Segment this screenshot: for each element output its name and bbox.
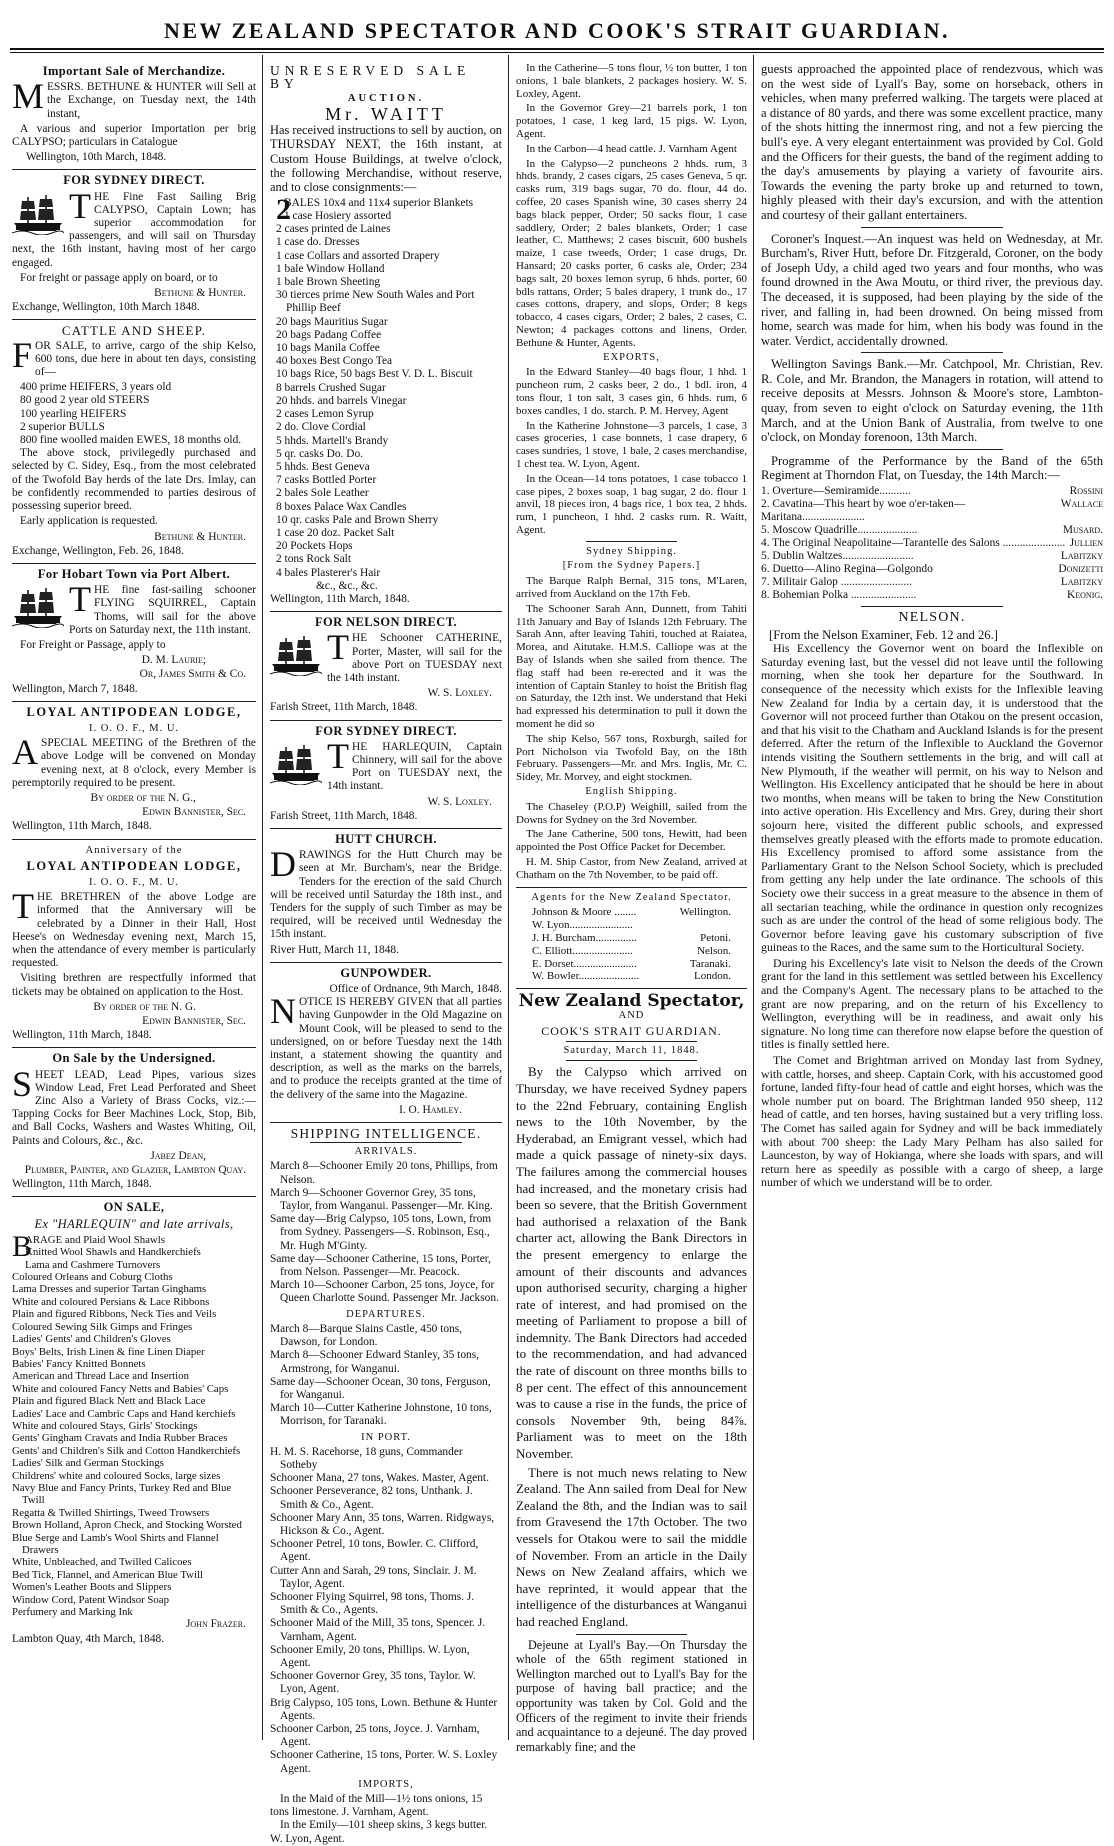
list-item: In the Governor Grey—21 barrels pork, 1 ton potatoes, 1 case, 1 keg lard, 15 pigs. W. Lyon, Agent. [516,102,747,140]
column-2 [270,62,502,1846]
newspaper-title: NEW ZEALAND SPECTATOR AND COOK'S STRAIT GUARDIAN. [163,18,951,43]
separator [516,887,747,888]
ad-onsale-sub: Ex "HARLEQUIN" and late arrivals, [34,1216,234,1231]
separator [586,541,677,542]
sydney-shipping-p1: The Barque Ralph Bernal, 315 tons, M'Laren, arrived from Auckland on the 17th Feb. [516,575,747,601]
list-item: In the Ocean—14 tons potatoes, 1 case tobacco 1 case pipes, 2 boxes soap, 1 bag sugar, 2 do. flour 1 anvil, 18 pieces iron, 4 bags rice, 1 box tea, 2 hhds. rum, 1 puncheon, 1 hhd. 2 casks rum. R. Waitt, Agent. [516,472,747,536]
list-item: Gents' Gingham Cravats and India Rubber Braces [12,1432,228,1445]
list-item: 5 qr. casks Do. Do. [276,447,364,460]
ad-cattle-sign: Bethune & Hunter. [154,530,246,543]
list-item: Bed Tick, Flannel, and American Blue Twill [12,1568,203,1581]
list-item: 40 boxes Best Congo Tea [276,355,393,368]
auction-list [270,192,502,593]
ad-merchandize-body2: A various and superior Importation per brig CALYPSO; particulars in Catalogue [12,122,256,149]
list-item: Same day—Schooner Ocean, 30 tons, Ferguson, for Wanganui. [270,1375,491,1401]
composer: Wallace [1060,498,1103,511]
separator [12,839,256,840]
ad-hobart-body: THE fine fast-sailing schooner FLYING SQUIRREL, Captain Thoms, will sail for the above Ports on Saturday next, the 11th instant. [12,584,256,637]
list-item: 2 do. Clove Cordial [276,421,366,434]
list-item: Babies' Fancy Knitted Bonnets [12,1357,146,1370]
separator [861,227,1003,228]
cattle-list [12,381,256,447]
list-item: 1 case 20 doz. Packet Salt [276,526,395,539]
table-row [532,970,731,983]
piece: 5. Dublin Waltzes......................... [761,550,914,563]
list-item: Women's Leather Boots and Slippers [12,1581,172,1594]
article-coroner: Coroner's Inquest.—An inquest was held on Wednesday, at Mr. Burcham's, River Hutt, before Dr. Fitzgerald, Coroner, on the body of Joseph Udy, a child aged two years and four months, who was found drowned in the Awa Moutu, or third river, the previous day. The deceased, it is supposed, had been playing by the side of the river, and falling in, had been drowned. On being missed from home, search was made for him, when his body was found in the water. Verdict, accidentally drowned. [761,231,1103,348]
ad-merchandize-date: Wellington, 10th March, 1848. [26,151,167,164]
arrivals-list [270,1160,502,1305]
composer: Musard. [1062,524,1103,537]
separator [566,1060,697,1061]
list-item: March 10—Cutter Katherine Johnstone, 10 tons, Morrison, for Taranaki. [270,1402,492,1428]
ad-lead-date: Wellington, 11th March, 1848. [12,1178,152,1191]
table-row [761,550,1103,563]
top-rule-thin [10,52,1104,53]
sydney-shipping-p2: The Schooner Sarah Ann, Dunnett, from Tahiti 11th January and Bay of Islands 12th February. The Sarah Ann, after leaving Tahiti, touched at Raiatea, Morea, and Aitutake. H.M.S. Calliope was at the Bay of Islands when she sailed from thence. The flag staff had been re-erected and it was the intention of Captain Stanley to hoist the British flag on Saturday, the 12th inst. We understand that Heki had expressed his determination to pull it down the moment he did so [516,602,747,731]
ad-lodge-sub: I. O. O. F., M. U. [88,722,180,734]
list-item: Blue Serge and Lamb's Wool Shirts and Flannel Drawers [12,1531,219,1556]
composer: Labitzky [1060,576,1103,589]
shipping-heading: SHIPPING INTELLIGENCE. [290,1126,482,1142]
separator [12,1196,256,1197]
list-item: In the Emily—101 sheep skins, 3 kegs butter. W. Lyon, Agent. [270,1819,488,1845]
ad-gunpowder-office: Office of Ordnance, 9th March, 1848. [329,983,502,996]
imports-cont-list [516,62,747,350]
ad-hutt-date: River Hutt, March 11, 1848. [270,943,399,956]
separator [270,1122,502,1123]
ad-merchandize-heading: Important Sale of Merchandize. [42,64,226,78]
composer: Labitzky [1060,550,1103,563]
piece: 5. Moscow Quadrille..................... [761,524,918,537]
ad-anniv-sub: I. O. O. F., M. U. [88,876,180,888]
table-row [532,906,731,919]
ad-anniv-body: THE BRETHREN of the above Lodge are informed that the Anniversary will be celebrated by a Dinner in their Hall, Host Heese's on Wednesday evening next, March 15, when the attendance of every member is particularly requested. [12,886,256,970]
ad-lead-heading: On Sale by the Undersigned. [52,1051,216,1066]
list-item: 8 barrels Crushed Sugar [276,381,386,394]
separator [12,563,256,564]
list-item: 30 tierces prime New South Wales and Port Phillip Beef [276,289,475,315]
ship-icon [12,193,64,235]
agent-name: W. Lyon....................... [532,919,633,932]
agent-name: W. Bowler...................... [532,970,640,983]
list-item: 20 bags Padang Coffee [276,328,382,341]
ad-hobart-date: Wellington, March 7, 1848. [12,682,138,695]
list-item: March 10—Schooner Carbon, 25 tons, Joyce, for Queen Charlotte Sound. Passenger Mr. Jackson. [270,1279,499,1305]
column-4 [761,62,1103,1192]
table-row [761,589,1103,602]
list-item: Cutter Ann and Sarah, 29 tons, Sinclair. J. M. Taylor, Agent. [270,1564,477,1590]
list-item: In the Calypso—2 puncheons 2 hhds. rum, 3 hhds. brandy, 2 cases cigars, 25 cases Geneva, 5 qr. casks rum, 319 bags sugar, 70 do. flour, 44 do. coffee, 20 cases Spanish wine, 30 cases sherry 24 bags black pepper, Order; 50 sacks flour, 1 case saddlery, Order; 2 bales blankets, Order; 1 case leather, C. Matthews; 2 cases biscuit, 600 bushels maize, 1 case tweeds, Order; 1 case drugs, Dr. Hansard; 20 casks porter, 6 casks ale, Order; 234 bags salt, 20 boxes lemon syrup, 6 hhds. porter, 60 bdls rattans, Order; 5 bales drapery, 1 trunk do., 17 cases cottons, drapery, and slops, Order; 8 kegs tobacco, 4 cases cigars, Order; 2 bales, 2 cases, C. Newton; 4 packages cottons and linens, Order. Bethune & Hunter, Agents. [516,157,747,349]
list-item: 400 prime HEIFERS, 3 years old [20,381,172,394]
table-row [532,945,731,958]
table-row [532,919,731,932]
exports-list [516,366,747,536]
list-item: Schooner Maid of the Mill, 35 tons, Spencer. J. Varnham, Agent. [270,1617,486,1643]
agents-table [516,906,747,983]
ship-icon [12,586,64,628]
agent-name: Johnson & Moore ........ [532,906,637,919]
list-item: 2 tons Rock Salt [276,553,351,566]
editorial-title: New Zealand Spectator, [518,991,745,1012]
ad-anniv-heading: LOYAL ANTIPODEAN LODGE, [26,858,242,873]
separator [270,720,502,721]
editorial-date: Saturday, March 11, 1848. [563,1044,700,1056]
list-item: 2 bales Sole Leather [276,487,369,500]
list-item: In the Edward Stanley—40 bags flour, 1 hhd. 1 puncheon rum, 2 casks beer, 2 do., 1 bdl. iron, 4 tons flour, 1 ton salt, 3 cases gin, 6 hhds. rum, 6 boxes candles, 1 do. starch. P. M. Hervey, Agent [516,366,747,417]
table-row [532,958,731,971]
piece: 7. Militair Galop ......................... [761,576,912,589]
ad-sydney2-sign: W. S. Loxley. [427,795,492,808]
column-1 [12,62,256,1648]
list-item: 20 bags Mauritius Sugar [276,315,388,328]
table-row [761,524,1103,537]
list-item: 2 BALES 10x4 and 11x4 superior Blankets [276,192,474,226]
list-item: Ladies' Gents' and Children's Gloves [12,1333,171,1346]
list-item: Coloured Sewing Silk Gimps and Fringes [12,1320,193,1333]
agent-place: London. [694,970,731,983]
separator [270,828,502,829]
ad-sydney2-heading: FOR SYDNEY DIRECT. [315,723,457,738]
ad-lead-body: SHEET LEAD, Lead Pipes, various sizes Window Lead, Fret Lead Perforated and Sheet Zinc Also a Variety of Brass Cocks, viz.:— Tapping Cocks for Beer Machines Lock, Stop, Bib, and Ball Cocks, Washers and Wastes Whiting, Oil, Paints and Colours, &c., &c. [12,1063,256,1147]
list-item: Same day—Schooner Catherine, 15 tons, Porter, from Nelson. Passenger—Mr. Peacock. [270,1252,491,1279]
table-row [761,485,1103,498]
ad-cattle-body3: Early application is requested. [20,515,158,528]
separator [576,1634,687,1635]
ad-anniv-body2: Visiting brethren are respectfully informed that tickets may be obtained on application to the Host. [12,972,256,998]
list-item: 20 Pockets Hops [276,540,353,553]
ad-auction-date: Wellington, 11th March, 1848. [270,592,410,605]
exports-heading: EXPORTS, [603,351,660,363]
ad-anniv-pre: Anniversary of the [85,844,183,856]
ad-sydney-date: Exchange, Wellington, 10th March 1848. [12,301,200,314]
list-item: Gents' and Children's Silk and Cotton Handkerchiefs [12,1444,241,1457]
list-item: In the Katherine Johnstone—3 parcels, 1 case, 3 cases groceries, 1 case bonnets, 1 case drapery, 6 cases sundries, 1 stove, 1 bale, 2 cases merchandise, 1 chest tea. W. Lyon, Agent. [516,419,747,470]
list-item: Navy Blue and Fancy Prints, Turkey Red and Blue Twill [12,1481,232,1507]
list-item: White and coloured Persians & Lace Ribbons [12,1295,210,1308]
ad-cattle-date: Exchange, Wellington, Feb. 26, 1848. [12,544,184,557]
article-dejeune-cont: guests approached the appointed place of rendezvous, which was on the west side of Lyall's Bay, some on horseback, others in vehicles, when many preferred walking. The targets were placed at a distance of 80 yards, and there was some excellent practice, many of the shots hitting the innermost ring, and not a few piercing the bull's eye. A very elegant entertainment was provided by Col. Gold and the Officers for their guests, the band of the regiment adding to the day's amusements by playing a variety of favourite airs. Towards the evening the party broke up and returned to town, highly pleased with their day's excursion, and with the attention and courtesy of their gallant entertainers. [761,62,1103,222]
inport-heading: IN PORT. [361,1431,411,1443]
list-item: Schooner Petrel, 10 tons, Bowler. C. Clifford, Agent. [270,1538,479,1564]
nelson-heading: NELSON. [898,610,966,626]
list-item: Plain and figured Ribbons, Neck Ties and Veils [12,1308,217,1321]
separator [566,1041,697,1042]
column-rule-2 [508,55,509,1740]
masthead [0,0,1114,52]
ad-cattle-body: FOR SALE, to arrive, cargo of the ship Kelso, 600 tons, due here in about ten days, consisting of— [12,334,256,379]
list-item: Schooner Emily, 20 tons, Phillips. W. Lyon, Agent. [270,1643,470,1669]
english-shipping-heading: English Shipping. [585,786,678,798]
list-item: March 9—Schooner Governor Grey, 35 tons, Taylor, from Wanganui. Passenger—Mr. King. [270,1186,493,1213]
list-item: Schooner Perseverance, 82 tons, Unthank. J. Smith & Co., Agent. [270,1485,473,1511]
list-item: American and Thread Lace and Insertion [12,1370,189,1383]
separator [516,988,747,989]
list-item: Plain and figured Black Nett and Black Lace [12,1395,206,1408]
ad-gunpowder-body: NOTICE IS HEREBY GIVEN that all parties having Gunpowder in the Old Magazine on Mount Cook, will be pleased to send to the undersigned, on or before Tuesday next the 14th instant, a statement showing the quantity and description, as well as the marks on the barrels, and to produce the receipts granted at the time of the delivery of the same into the Magazine. [270,991,502,1101]
nelson-p1: His Excellency the Governor went on board the Inflexible on Saturday evening last, but the vessel did not leave until the following morning, when she took her departure for the Southward. In consequence of the necessity which exists for the Inflexible leaving New Zealand for India by a certain day, it is understood that the Governor will not proceed further than Otakou on the present occasion, and that his visit to the Chatham and Auckland Islands is for the present deferred. After the return of the Inflexible to Auckland the Governor intends visiting the Southern settlements in the brig, and will call at New Plymouth, if the weather will permit, on his way to Nelson and Wellington. His Excellency anticipated that he should be here in about two months, when means will be taken to bring the New Constitution into active operation. His Excellency and Mrs. Grey, during their short sojourn here, visited the different public schools, and expressed themselves greatly pleased with the efforts made to promote education. His Excellency promised to afford some assistance from the Parliamentary Grant to the Nelson School Society, which is precluded from getting any help under the late ordinance. The schools of this Society owe their success in a great measure to the absence in them of all sectarian teaching, while the ordinance in question only recognizes such as are under the control of the head of some religious body. The Governor before leaving gave his customary subscription of five guineas to the Races, and the same sum to the Horticultural Society. [761,641,1103,955]
table-row [761,563,1103,576]
list-item: 8 boxes Palace Wax Candles [276,500,407,513]
list-item: Lama and Cashmere Turnovers [25,1258,161,1271]
imports-heading: IMPORTS, [358,1778,414,1790]
table-row [761,498,1103,524]
ad-anniv-sign1: By order of the N. G. [93,1000,196,1013]
composer: Rossini [1069,485,1103,498]
editorial-p2: There is not much news relating to New Zealand. The Ann sailed from Deal for New Zealand the 8th, and the Indian was to sail from Gravesend the 17th October. The two vessels for Otakou were to sail the middle of November. From an article in the Daily News on New Zealand affairs, which we have reprinted, it would appear that the intelligence of the disturbances at Wanganui had reached England. [516,1464,747,1629]
column-3 [516,62,747,1756]
departures-list [270,1323,502,1429]
ad-merchandize-body: MESSRS. BETHUNE & HUNTER will Sell at the Exchange, on Tuesday next, the 14th instant, [12,76,256,120]
ad-gunpowder-heading: GUNPOWDER. [340,965,432,980]
separator [270,962,502,963]
ad-nelson-sign: W. S. Loxley. [427,687,492,700]
editorial-body [516,1064,747,1754]
list-item: Window Cord, Patent Windsor Soap [12,1593,169,1606]
list-item: March 8—Barque Slains Castle, 450 tons, Dawson, for London. [270,1322,463,1349]
list-item: Regatta & Twilled Shirtings, Tweed Trowsers [12,1506,210,1519]
editorial-p3: Dejeune at Lyall's Bay.—On Thursday the whole of the 65th regiment stationed in Wellington marched out to Lyall's Bay for the purpose of having ball practice; and the opportunity was taken by Col. Gold and the Officers of the regiment to invite their friends and acquaintance to a dejeuné. The day proved remarkably fine; and the [516,1637,747,1754]
agent-place: Wellington. [679,906,731,919]
ad-sydney2-date: Farish Street, 11th March, 1848. [270,809,418,822]
ad-lead-sign2: Plumber, Painter, and Glazier, Lambton Quay. [24,1164,246,1177]
list-item: 100 yearling HEIFERS [20,407,127,420]
list-item: 1 bale Window Holland [276,262,385,275]
ad-gunpowder-sign: I. O. Hamley. [399,1103,462,1116]
list-item: 2 cases Lemon Syrup [276,408,374,421]
list-item: Schooner Mary Ann, 35 tons, Warren. Ridgways, Hickson & Co., Agent. [270,1511,495,1537]
list-item: 2 superior BULLS [20,420,105,433]
separator [310,1142,462,1143]
ad-onsale-heading: ON SALE, [103,1200,165,1215]
separator [861,606,1003,607]
ad-lodge-sign2: Edwin Bannister, Sec. [142,806,246,819]
english-shipping-p2: The Jane Catherine, 500 tons, Hewitt, had been appointed the Post Office Packet for December. [516,828,747,854]
english-shipping-p3: H. M. Ship Castor, from New Zealand, arrived at Chatham on the 7th November, to be paid off. [516,856,747,881]
list-item: 4 bales Plasterer's Hair [276,566,381,579]
list-item: 5 hhds. Best Geneva [276,460,370,473]
list-item: Schooner Flying Squirrel, 98 tons, Thoms. J. Smith & Co., Agents. [270,1590,475,1617]
ad-sydney-heading: FOR SYDNEY DIRECT. [63,173,205,188]
nelson-body [761,642,1103,1190]
ad-sydney-body: THE Fine Fast Sailing Brig CALYPSO, Captain Lown; has superior accommodation for passengers, and will sail on Thursday next, the 16th instant, having most of her cargo engaged. [12,185,256,269]
list-item: 800 fine woolled maiden EWES, 18 months old. [20,434,242,447]
ad-hutt-body: DRAWINGS for the Hutt Church may be seen at Mr. Burcham's, near the Bridge. Tenders for the erection of the said Church will be received until Saturday the 18th inst., and Tenders for the supply of such Timber as may be required, will be received until Wednesday the 15th instant. [270,844,502,941]
ad-hobart-heading: For Hobart Town via Port Albert. [37,566,231,581]
piece: 2. Cavatina—This heart by woe o'er-taken—Maritana...................... [761,498,966,524]
list-item: 7 casks Bottled Porter [276,474,377,487]
imports-list [270,1793,502,1846]
list-item: H. M. S. Racehorse, 18 guns, Commander Sotheby [270,1445,463,1471]
editorial-and: AND [618,1009,645,1021]
list-item: B ARAGE and Plaid Wool Shawls [12,1229,165,1263]
list-item: Brown Holland, Apron Check, and Stocking Worsted [12,1519,242,1532]
ad-hobart-body2: For Freight or Passage, apply to [20,638,166,651]
list-item: 1 case do. Dresses [276,236,360,249]
ad-auction-body: Has received instructions to sell by auction, on THURSDAY NEXT, the 16th instant, at Custom House Buildings, at twelve o'clock, the following Merchandise, without reserve, and to close consignments:— [270,122,502,195]
agent-place: Petoni. [700,932,731,944]
departures-heading: DEPARTURES. [346,1308,426,1320]
nelson-p2: During his Excellency's late visit to Nelson the deeds of the Crown grant for the land in this settlement was settled between his Excellency and the Company's Agent. The necessary plans to be attached to the grant are now preparing, and on the return of his Excellency to Wellington, everything will be in readiness, and await only his signature. No long time can therefore now elapse before the question of titles is finally settled here. [761,955,1103,1052]
ad-auction-heading: UNRESERVED SALE BY [270,63,471,92]
separator [861,352,1003,353]
list-item: 80 good 2 year old STEERS [20,394,150,407]
ad-onsale-sign: John Frazer. [185,1618,246,1631]
ship-icon [270,743,322,785]
ad-onsale-date: Lambton Quay, 4th March, 1848. [12,1632,165,1645]
list-item: Boys' Belts, Irish Linen & fine Linen Diaper [12,1345,205,1358]
arrivals-heading: ARRIVALS. [354,1146,418,1158]
programme-table [761,485,1103,602]
article-savings-bank: Wellington Savings Bank.—Mr. Catchpool, Mr. Christian, Rev. R. Cole, and Mr. Brandon, the Managers in rotation, will attend to receive deposits at Messrs. Johnson & Moore's store, Lambton-quay, from seven to eight o'clock on Saturday evening, the 11th March, and at the Union Bank of Australia, from twelve to one o'clock, on Monday forenoon, 13th March. [761,357,1103,445]
list-item: March 8—Schooner Emily 20 tons, Phillips, from Nelson. [270,1160,498,1186]
ad-cattle-body2: The above stock, privilegedly purchased and selected by C. Sidey, Esq., from the most celebrated of the Twofold Bay herds of the late Drs. Imlay, can be confidently recommended to parties desirous of possessing superior breed. [12,447,256,513]
sydney-shipping-heading: Sydney Shipping. [586,545,677,557]
list-item: In the Carbon—4 head cattle. J. Varnham Agent [526,142,737,155]
list-item: Schooner Governor Grey, 35 tons, Taylor. W. Lyon, Agent. [270,1670,476,1696]
agents-heading: Agents for the New Zealand Spectator. [531,891,732,903]
ad-cattle-heading: CATTLE AND SHEEP. [61,323,207,339]
list-item: 10 qr. casks Pale and Brown Sherry [276,513,439,526]
agent-name: E. Dorset....................... [532,957,637,970]
editorial-sub: COOK'S STRAIT GUARDIAN. [541,1023,722,1038]
ship-icon [270,634,322,676]
ad-hobart-sign1: D. M. Laurie; [141,654,206,667]
agent-name: C. Elliott...................... [532,944,633,957]
separator [12,169,256,170]
ad-lodge-heading: LOYAL ANTIPODEAN LODGE, [26,704,242,719]
piece: 6. Duetto—Alino Regina—Golgondo [761,563,933,576]
ad-lead-sign1: Jabez Dean, [150,1149,206,1162]
ad-nelson-heading: FOR NELSON DIRECT. [314,615,458,630]
list-item: March 8—Schooner Edward Stanley, 35 tons, Armstrong, for Wanganui. [270,1349,479,1375]
list-item: Schooner Catherine, 15 tons, Porter. W. S. Loxley Agent. [270,1749,498,1775]
nelson-p3: The Comet and Brightman arrived on Monday last from Sydney, with cattle, horses, and sheep. Captain Cork, with his accustomed good fortune, landed fifty-four head of cattle and eight horses, which was the whole number put on board. The Brightman landed 950 sheep, 112 head of cattle, and ten horses, having sustained but a very trifling loss. The Comet has sailed again for Sydney and will be back immediately with about 700 sheep: the Lady Mary Pelham has also sailed for Launceston, by way of Hokianga, where she loads with spars, and will return here as speedily as possible with a cargo of sheep, a large number of which we understand will be to order. [761,1053,1103,1190]
sydney-shipping-sub: [From the Sydney Papers.] [562,560,701,572]
inport-list [270,1446,502,1776]
composer: Keonig. [1067,589,1103,602]
ad-nelson-date: Farish Street, 11th March, 1848. [270,701,418,714]
onsale-list [12,1229,256,1619]
agent-name: J. H. Burcham............... [532,932,637,944]
ad-anniv-date: Wellington, 11th March, 1848. [12,1029,152,1042]
list-item: Childrens' white and coloured Socks, large sizes [12,1469,221,1482]
list-item: Schooner Carbon, 25 tons, Joyce. J. Varnham, Agent. [270,1722,480,1749]
list-item: Schooner Mana, 27 tons, Wakes. Master, Agent. [270,1472,489,1485]
ad-lodge-date: Wellington, 11th March, 1848. [12,820,152,833]
ad-nelson-body: THE Schooner CATHERINE, Porter, Master, will sail for the above Port on TUESDAY next the 14th instant. [270,632,502,685]
ad-sydney-body2: For freight or passage apply on board, or to [20,271,218,284]
list-item: 10 bags Manila Coffee [276,342,380,355]
list-item: In the Maid of the Mill—1½ tons onions, 15 tons limestone. J. Varnham, Agent. [270,1793,483,1819]
list-item: White and coloured Stays, Girls' Stockings [12,1419,198,1432]
nelson-source: [From the Nelson Examiner, Feb. 12 and 26.] [769,627,998,642]
list-item: 1 bale Brown Sheeting [276,276,381,289]
separator [12,1047,256,1048]
sydney-shipping-p3: The ship Kelso, 567 tons, Roxburgh, sailed for Port Nicholson via Twofold Bay, on the 18th February. Passengers—Mr. and Mrs. Inglis, Mr. C. Sidey, Mr. Morvey, and eight stockmen. [516,732,747,784]
table-row [761,576,1103,589]
table-row [761,537,1103,550]
piece: 8. Bohemian Polka ....................... [761,589,917,602]
list-item: 20 hhds. and barrels Vinegar [276,394,407,407]
list-item: 1 case Hosiery assorted [284,210,392,223]
separator [12,701,256,702]
composer: Donizetti [1058,563,1103,576]
list-item: 1 case Collars and assorted Drapery [276,249,440,262]
list-item: White and coloured Fancy Netts and Babies' Caps [12,1382,229,1395]
editorial-p1: By the Calypso which arrived on Thursday, we have received Sydney papers to the 22nd February, containing English news to the 10th November, by the Hyderabad, an Emigrant vessel, which had made a quick passage of ninety-six days. The failures among the commercial houses had increased, and the monetary crisis had been so severe, that the British Government had authorised a relaxation of the Bank charter act, allowing the Bank Directors in the present emergency to enlarge the amount of their discounts and advances upon authorised security, charging a higher rate of interest, and had promised on the meeting of Parliament to propose a bill of indemnity. The Bank Directors had acceded to the recommendation, and had advanced the rate of discount on three months bills to 8 per cent. The effect of this announcement was to cause a rise in the funds, the price of consols November 9th, being 84⅞. Parliament was to meet on the 18th November. [516,1064,747,1462]
agent-place: Nelson. [697,944,731,957]
list-item: In the Catherine—5 tons flour, ½ ton butter, 1 ton onions, 1 bale blankets, 2 packages hosiery. W. S. Loxley, Agent. [516,62,747,100]
column-rule-3 [753,55,754,1740]
list-item: Lama Dresses and superior Tartan Ginghams [12,1283,207,1296]
agent-place: Taranaki. [689,957,731,970]
list-item: 5 hhds. Martell's Brandy [276,434,389,447]
list-item: &c., &c., &c. [316,579,378,592]
top-rule [10,48,1104,50]
ad-hutt-heading: HUTT CHURCH. [335,831,437,846]
list-item: Brig Calypso, 105 tons, Lown. Bethune & Hunter Agents. [270,1696,498,1722]
list-item: Coloured Orleans and Coburg Cloths [12,1271,173,1284]
list-item: Perfumery and Marking Ink [12,1606,133,1619]
ad-lodge-sign1: By order of the N. G., [90,791,196,804]
piece: 1. Overture—Semiramide........... [761,485,911,498]
auctioneer-name: Mr. WAITT [325,103,447,124]
list-item: Ladies' Silk and German Stockings [12,1457,164,1470]
ad-anniv-sign2: Edwin Bannister, Sec. [142,1015,246,1027]
list-item: Knitted Wool Shawls and Handkerchiefs [25,1246,201,1259]
ad-lodge-body: ASPECIAL MEETING of the Brethren of the above Lodge will be convened on Monday evening next, at 8 o'clock, every Member is peremptorily required to be present. [12,732,256,789]
english-shipping-p1: The Chaseley (P.O.P) Weighill, sailed from the Downs for Sydney on the 3rd November. [516,800,747,826]
separator [861,449,1003,450]
ad-sydney2-body: THE HARLEQUIN, Captain Chinnery, will sail for the above Port on TUESDAY next, the 14th instant. [270,741,502,794]
list-item: 2 cases printed de Laines [276,223,391,236]
column-rule-1 [262,55,263,1740]
ad-auction-sub: AUCTION. [347,93,425,105]
separator [270,611,502,612]
list-item: 10 bags Rice, 50 bags Best V. D. L. Biscuit [276,368,473,381]
separator [12,319,256,320]
composer: Jullien [1069,537,1103,550]
list-item: Same day—Brig Calypso, 105 tons, Lown, from from Sydney. Passengers—S. Robinson, Esq., Mr. Hugh M'Ginty. [270,1213,492,1252]
piece: 4. The Original Neapolitaine—Tarantelle des Salons ...................... [761,537,1066,550]
ad-hobart-sign2: Or, James Smith & Co. [139,668,246,681]
ad-sydney-sign: Bethune & Hunter. [154,287,246,300]
table-row [532,932,731,945]
article-programme: Programme of the Performance by the Band of the 65th Regiment at Thorndon Flat, on Tuesday, the 14th March:— [761,453,1103,483]
list-item: White, Unbleached, and Twilled Calicoes [12,1556,192,1569]
list-item: Ladies' Lace and Cambric Caps and Hand kerchiefs [12,1407,236,1420]
